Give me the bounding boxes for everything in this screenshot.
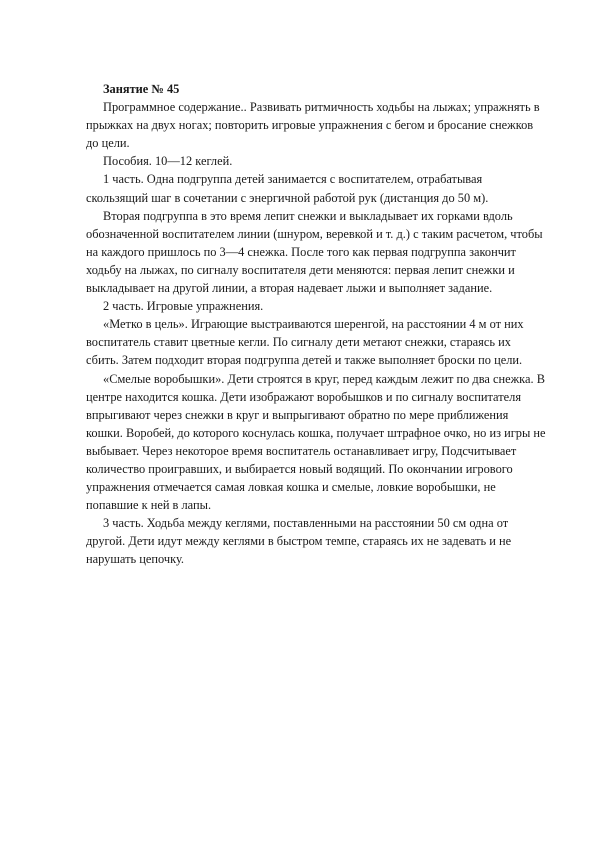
brave-sparrows-paragraph: «Смелые воробышки». Дети строятся в круг, перед каждым лежит по два снежка. В центре находится кошка. Дети изображают воробышков и по сигналу воспитателя впрыгивают через снежки в круг и выпрыгивают обратно по мере приближения кошки. Воробей, до которого коснулась кошка, получает штрафное очко, но из игры не выбывает. Через некоторое время воспитатель останавливает игру, Подсчитывает количество проигравших, и выбирается новый водящий. По окончании игрового упражнения отмечается самая ловкая кошка и смелые, ловкие воробышки, не попавшие к ней в лапы. xyxy=(86,371,546,513)
lesson-title: Занятие № 45 xyxy=(103,82,180,96)
program-content-paragraph: Программное содержание.. Развивать ритмичность ходьбы на лыжах; упражнять в прыжках на двух ногах; повторить игровые упражнения с бегом и бросание снежков до цели. xyxy=(86,100,540,151)
part-two-heading: 2 часть. Игровые упражнения. xyxy=(103,299,264,314)
part-one-paragraph: 1 часть. Одна подгруппа детей занимается с воспитателем, отрабатывая скользящий шаг в сочетании с энергичной работой рук (дистанция до 50 м). xyxy=(86,172,489,205)
part-three-paragraph: 3 часть. Ходьба между кеглями, поставленными на расстоянии 50 см одна от другой. Дети идут между кеглями в быстром темпе, стараясь их не задевать и не нарушать цепочку. xyxy=(86,516,512,567)
document-body xyxy=(86,80,546,569)
second-subgroup-paragraph: Вторая подгруппа в это время лепит снежки и выкладывает их горками вдоль обозначенной воспитателем линии (шнуром, веревкой и т. д.) с таким расчетом, чтобы на каждого пришлось по 3—4 снежка. После того как первая подгруппа закончит ходьбу на лыжах, по сигналу воспитателя дети меняются: первая лепит снежки и выкладывает на другой линии, а вторая надевает лыжи и выполняет задание. xyxy=(86,208,543,296)
materials-paragraph: Пособия. 10—12 кеглей. xyxy=(103,154,233,169)
accurate-aim-paragraph: «Метко в цель». Играющие выстраиваются шеренгой, на расстоянии 4 м от них воспитатель ставит цветные кегли. По сигналу дети метают снежки, стараясь их сбить. Затем подходит вторая подгруппа детей и также выполняет броски по цели. xyxy=(86,317,524,368)
